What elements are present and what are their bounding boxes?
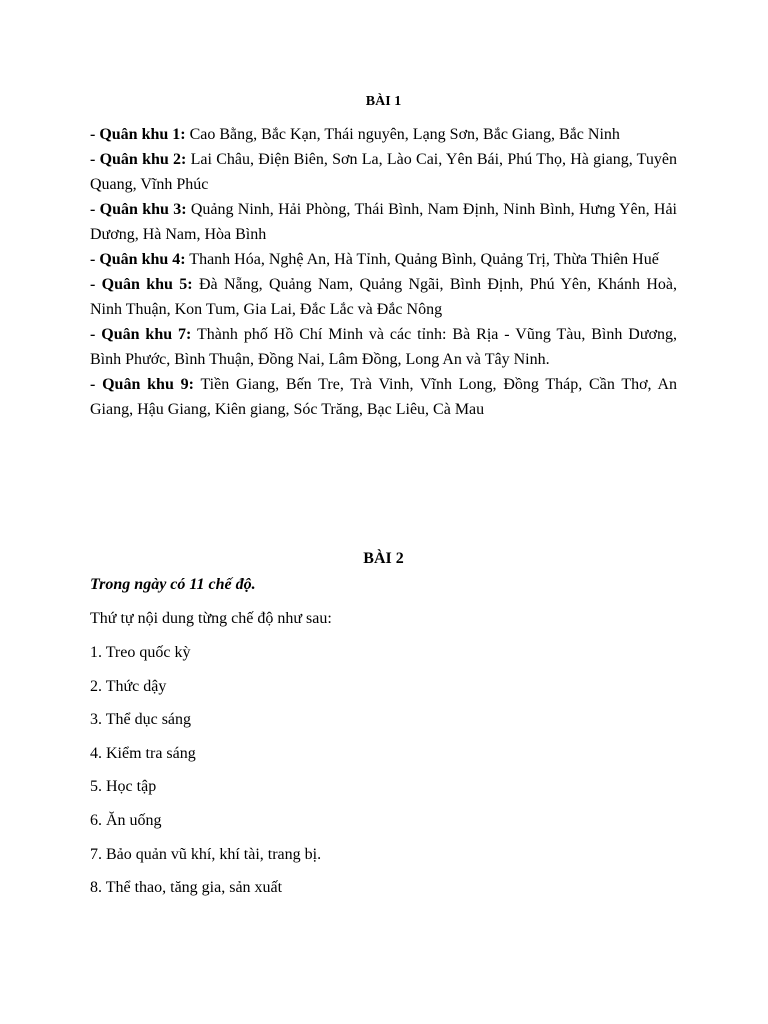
military-region-item [90, 247, 677, 272]
military-region-item [90, 122, 677, 147]
region-label: - Quân khu 2: [90, 151, 187, 168]
region-provinces: Lai Châu, Điện Biên, Sơn La, Lào Cai, Yên Bái, Phú Thọ, Hà giang, Tuyên Quang, Vĩnh Phúc [90, 151, 677, 193]
region-provinces: Thành phố Hồ Chí Minh và các tỉnh: Bà Rịa - Vũng Tàu, Bình Dương, Bình Phước, Bình Thuận, Đồng Nai, Lâm Đồng, Long An và Tây Ninh. [90, 326, 677, 368]
region-provinces: Thanh Hóa, Nghệ An, Hà Tỉnh, Quảng Bình, Quảng Trị, Thừa Thiên Huế [185, 251, 659, 268]
region-label: - Quân khu 3: [90, 201, 187, 218]
region-provinces: Đà Nẵng, Quảng Nam, Quảng Ngãi, Bình Định, Phú Yên, Khánh Hoà, Ninh Thuận, Kon Tum, Gia Lai, Đắc Lắc và Đắc Nông [90, 276, 678, 318]
list-item: 6. Ăn uống [90, 811, 162, 829]
list-item: 7. Bảo quản vũ khí, khí tài, trang bị. [90, 845, 322, 863]
region-provinces: Cao Bằng, Bắc Kạn, Thái nguyên, Lạng Sơn, Bắc Giang, Bắc Ninh [185, 126, 620, 143]
section-title-bai-2: BÀI 2 [363, 550, 404, 567]
region-provinces: Quảng Ninh, Hải Phòng, Thái Bình, Nam Định, Ninh Bình, Hưng Yên, Hải Dương, Hà Nam, Hòa Bình [90, 201, 677, 243]
military-region-item [90, 372, 677, 422]
list-item: 3. Thể dục sáng [90, 711, 192, 729]
list-item: 4. Kiểm tra sáng [90, 744, 196, 762]
military-region-item [90, 272, 677, 322]
list-item: 1. Treo quốc kỳ [90, 644, 191, 661]
region-label: - Quân khu 9: [90, 376, 194, 393]
bai-2-order-line: Thứ tự nội dung từng chế độ như sau: [90, 610, 332, 627]
region-label: - Quân khu 4: [90, 251, 186, 268]
region-label: - Quân khu 1: [90, 126, 186, 143]
military-region-item [90, 197, 677, 247]
region-label: - Quân khu 5: [90, 276, 193, 293]
region-label: - Quân khu 7: [90, 326, 192, 343]
military-region-item [90, 147, 677, 197]
section-title-bai-1: BÀI 1 [365, 94, 402, 109]
list-item: 8. Thể thao, tăng gia, sản xuất [90, 879, 283, 897]
military-region-item [90, 322, 677, 372]
bai-2-intro: Trong ngày có 11 chế độ. [90, 576, 256, 593]
list-item: 2. Thức dậy [90, 677, 167, 695]
list-item: 5. Học tập [90, 778, 157, 796]
region-provinces: Tiền Giang, Bến Tre, Trà Vinh, Vĩnh Long, Đồng Tháp, Cần Thơ, An Giang, Hậu Giang, Kiên giang, Sóc Trăng, Bạc Liêu, Cà Mau [90, 376, 678, 418]
military-region-list [90, 122, 677, 422]
daily-regime-list [90, 642, 677, 911]
